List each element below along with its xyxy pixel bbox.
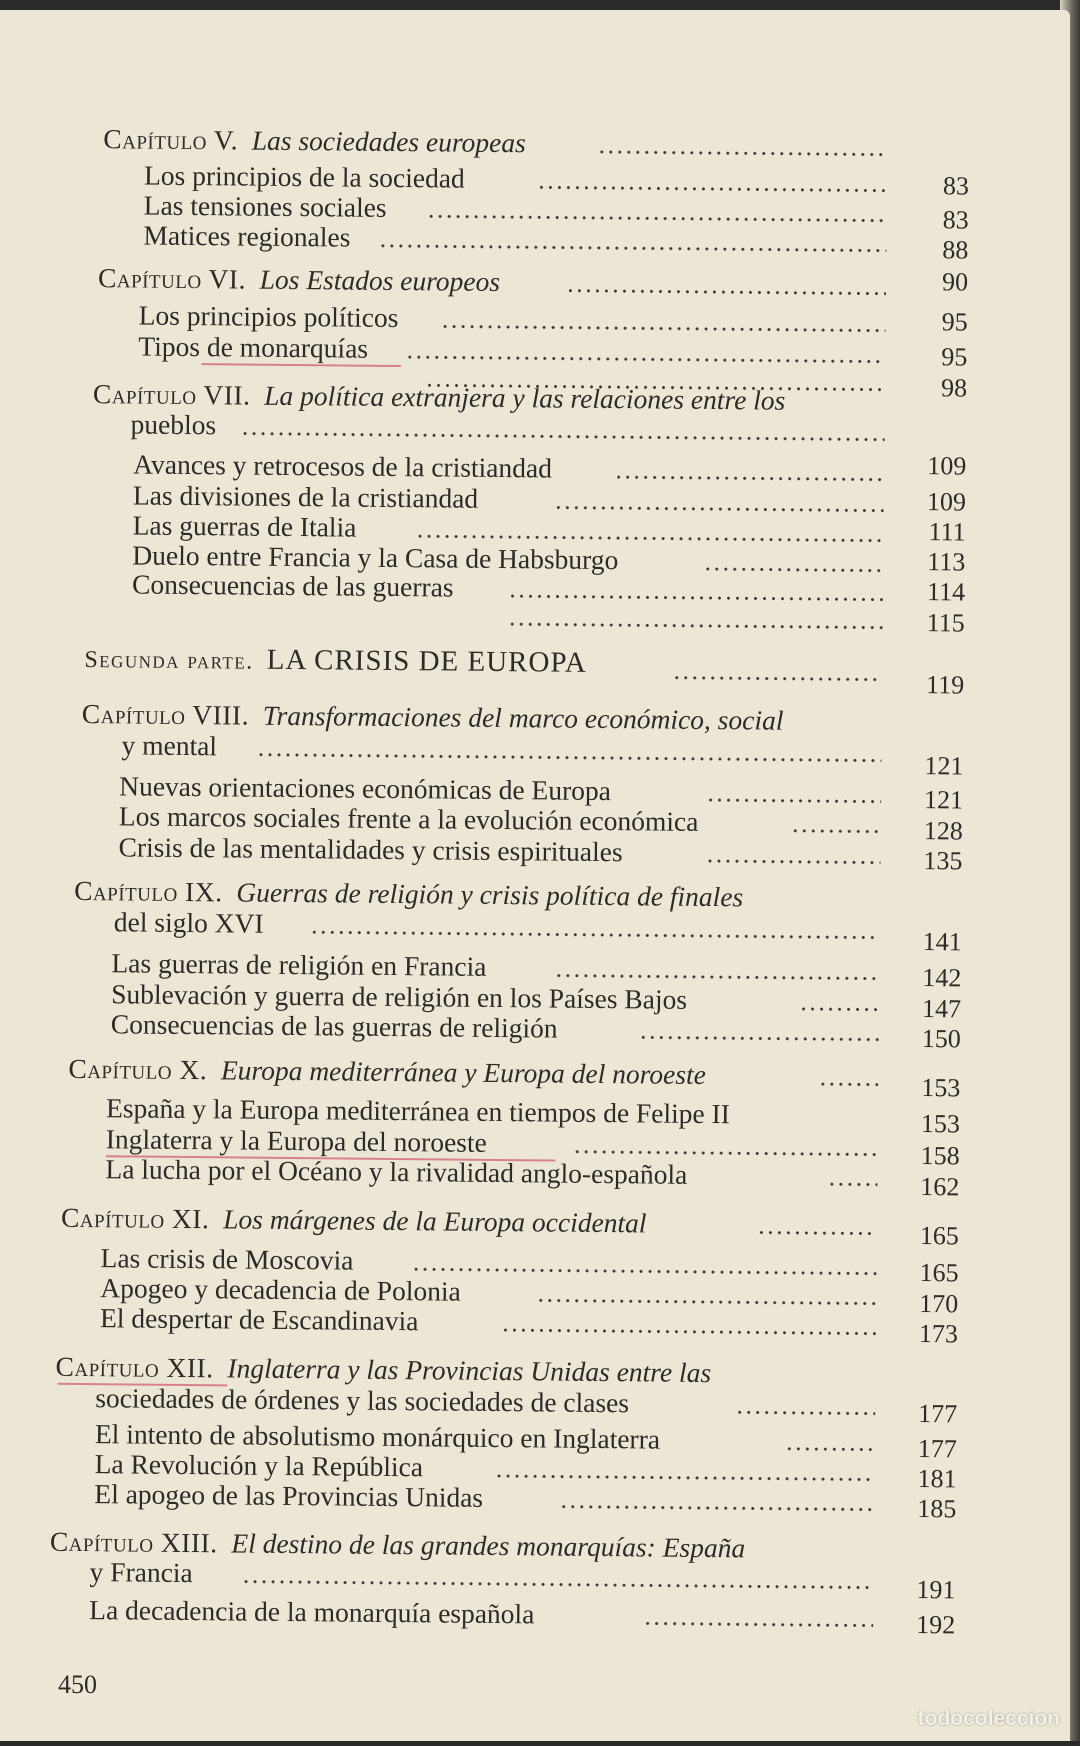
- chapter-heading: [61, 1202, 647, 1240]
- section-title: Los marcos sociales frente a la evolución económica: [119, 800, 699, 838]
- chapter-heading: [98, 262, 500, 298]
- dot-leader: [412, 1267, 877, 1275]
- page-number: 165: [898, 1257, 958, 1290]
- page-number: 83: [909, 170, 969, 203]
- chapter-title-continuation: y Francia: [89, 1556, 192, 1589]
- page-number: 113: [905, 546, 965, 579]
- dot-leader: [597, 150, 887, 157]
- dot-leader: [614, 475, 884, 482]
- section-title: Inglaterra y la Europa del noroeste: [106, 1123, 487, 1159]
- page-number: 150: [901, 1023, 961, 1056]
- chapter-title: Las sociedades europeas: [252, 125, 526, 159]
- part-title: LA CRISIS DE EUROPA: [267, 644, 587, 679]
- dot-leader: [310, 930, 880, 939]
- folio-number: 450: [58, 1670, 97, 1700]
- chapter-title: Transformaciones del marco económico, social: [263, 700, 784, 736]
- chapter-title: Europa mediterránea y Europa del noroeste: [221, 1054, 706, 1090]
- part-heading: [84, 642, 587, 681]
- page-number: 111: [905, 516, 965, 549]
- part-label: Segunda parte.: [84, 647, 254, 675]
- page-number: 158: [900, 1140, 960, 1173]
- section-title: España y la Europa mediterránea en tiempos de Felipe II: [106, 1092, 730, 1130]
- section-title: La lucha por el Océano y la rivalidad anglo-española: [105, 1153, 687, 1191]
- section-title: Las divisiones de la cristiandad: [133, 479, 478, 514]
- page-number: 162: [899, 1171, 959, 1204]
- chapter-title: Los márgenes de la Europa occidental: [223, 1203, 647, 1238]
- page-number: 95: [907, 341, 967, 374]
- section-title: Sublevación y guerra de religión en los Países Bajos: [111, 978, 687, 1016]
- page-number: 114: [905, 576, 965, 609]
- page-number: 153: [900, 1072, 960, 1105]
- dot-leader: [705, 859, 880, 865]
- dot-leader: [643, 1621, 873, 1627]
- dot-leader: [799, 1007, 879, 1012]
- dot-leader: [566, 289, 886, 296]
- chapter-heading: [103, 123, 526, 159]
- section-title: El intento de absolutismo monárquico en Inglaterra: [95, 1418, 660, 1455]
- dot-leader: [827, 1182, 877, 1186]
- chapter-label: Capítulo IX.: [74, 875, 223, 907]
- dot-leader: [405, 355, 885, 364]
- dot-leader: [537, 185, 887, 192]
- chapter-title-continuation: del siglo XVI: [114, 906, 264, 939]
- page-number: 109: [906, 486, 966, 519]
- page-number: 90: [908, 266, 968, 299]
- dot-leader: [573, 1150, 878, 1157]
- section-title: Consecuencias de las guerras: [132, 568, 454, 603]
- dot-leader: [672, 676, 882, 682]
- dot-leader: [241, 431, 885, 441]
- dot-leader: [441, 324, 886, 332]
- dot-leader: [508, 622, 883, 630]
- section-title: El apogeo de las Provincias Unidas: [94, 1478, 483, 1514]
- page-number: 88: [908, 234, 968, 267]
- dot-leader: [639, 1035, 879, 1041]
- chapter-title: Guerras de religión y crisis política de finales: [236, 876, 743, 912]
- dot-leader: [785, 1447, 875, 1452]
- dot-leader: [256, 753, 881, 763]
- chapter-label: Capítulo X.: [68, 1053, 207, 1085]
- dot-leader: [554, 505, 884, 512]
- section-title: Duelo entre Francia y la Casa de Habsburgo: [132, 539, 618, 576]
- chapter-title-continuation: pueblos: [130, 408, 216, 441]
- section-title: Tipos de monarquías: [138, 331, 368, 365]
- dot-leader: [735, 1410, 875, 1415]
- section-title: La decadencia de la monarquía española: [89, 1594, 534, 1630]
- dot-leader: [559, 1505, 874, 1512]
- page-number: 98: [907, 372, 967, 405]
- section-title: Los principios de la sociedad: [144, 160, 465, 195]
- page-number: 173: [898, 1318, 958, 1351]
- section-title: Matices regionales: [143, 220, 350, 254]
- dot-leader: [757, 1230, 877, 1235]
- chapter-heading: [68, 1053, 706, 1091]
- dot-leader: [791, 829, 881, 834]
- chapter-title: La política extranjera y las relaciones entre los: [264, 380, 785, 416]
- chapter-label: Capítulo V.: [103, 123, 238, 155]
- page-number: 119: [904, 669, 964, 702]
- page-number: 121: [903, 784, 963, 817]
- page-number: 83: [908, 204, 968, 237]
- dot-leader: [536, 1298, 876, 1305]
- section-title: Las guerras de Italia: [133, 509, 357, 543]
- section-title: La Revolución y la República: [95, 1448, 424, 1483]
- table-of-contents: [0, 5, 1079, 1746]
- chapter-title: El destino de las grandes monarquías: España: [231, 1527, 745, 1563]
- section-title: Las guerras de religión en Francia: [111, 947, 486, 983]
- watermark-logo: todocoleccion: [918, 1707, 1060, 1731]
- section-title: Las tensiones sociales: [144, 190, 387, 224]
- dot-leader: [501, 1328, 876, 1336]
- page-number: 165: [899, 1220, 959, 1253]
- pen-underline: [201, 363, 401, 367]
- dot-leader: [416, 534, 884, 542]
- dot-leader: [495, 1474, 875, 1482]
- chapter-title: Los Estados europeos: [260, 264, 501, 297]
- page-number: 115: [905, 607, 965, 640]
- page-number: 191: [895, 1574, 955, 1607]
- page-number: 121: [903, 750, 963, 783]
- section-title: Crisis de las mentalidades y crisis espirituales: [118, 831, 622, 868]
- chapter-label: Capítulo VIII.: [82, 698, 249, 731]
- chapter-title-continuation: sociedades de órdenes y las sociedades de clases: [95, 1382, 629, 1419]
- chapter-label: Capítulo VII.: [93, 378, 251, 411]
- chapter-label: Capítulo XIII.: [50, 1526, 218, 1559]
- page-number: 109: [906, 450, 966, 483]
- section-title: Consecuencias de las guerras de religión: [111, 1008, 558, 1044]
- chapter-label: Capítulo XII.: [55, 1351, 213, 1384]
- dot-leader: [703, 567, 883, 573]
- chapter-title-continuation: y mental: [121, 729, 217, 762]
- page-number: 128: [903, 815, 963, 848]
- page-number: 142: [901, 962, 961, 995]
- page-number: 141: [902, 926, 962, 959]
- section-title: El despertar de Escandinavia: [100, 1302, 419, 1337]
- chapter-label: Capítulo XI.: [61, 1202, 210, 1234]
- dot-leader: [427, 214, 887, 222]
- book-page: [0, 10, 1070, 1741]
- page-number: 153: [900, 1108, 960, 1141]
- section-title: Avances y retrocesos de la cristiandad: [133, 448, 552, 484]
- page-number: 177: [897, 1398, 957, 1431]
- page-number: 192: [895, 1609, 955, 1642]
- chapter-label: Capítulo VI.: [98, 262, 246, 294]
- page-number: 185: [896, 1493, 956, 1526]
- section-title: Apogeo y decadencia de Polonia: [100, 1272, 461, 1307]
- dot-leader: [242, 1580, 874, 1590]
- page-number: 177: [897, 1433, 957, 1466]
- dot-leader: [706, 798, 881, 804]
- section-title: Las crisis de Moscovia: [100, 1242, 353, 1276]
- page-number: 170: [898, 1288, 958, 1321]
- page-number: 181: [896, 1463, 956, 1496]
- section-title: Los principios políticos: [139, 300, 399, 334]
- section-title: Nuevas orientaciones económicas de Europa: [119, 770, 611, 807]
- page-number: 135: [902, 845, 962, 878]
- dot-leader: [818, 1082, 878, 1087]
- page-number: 147: [901, 993, 961, 1026]
- dot-leader: [508, 594, 883, 602]
- dot-leader: [554, 974, 879, 981]
- page-number: 95: [908, 306, 968, 339]
- chapter-title: Inglaterra y las Provincias Unidas entre las: [227, 1352, 711, 1388]
- dot-leader: [378, 244, 886, 253]
